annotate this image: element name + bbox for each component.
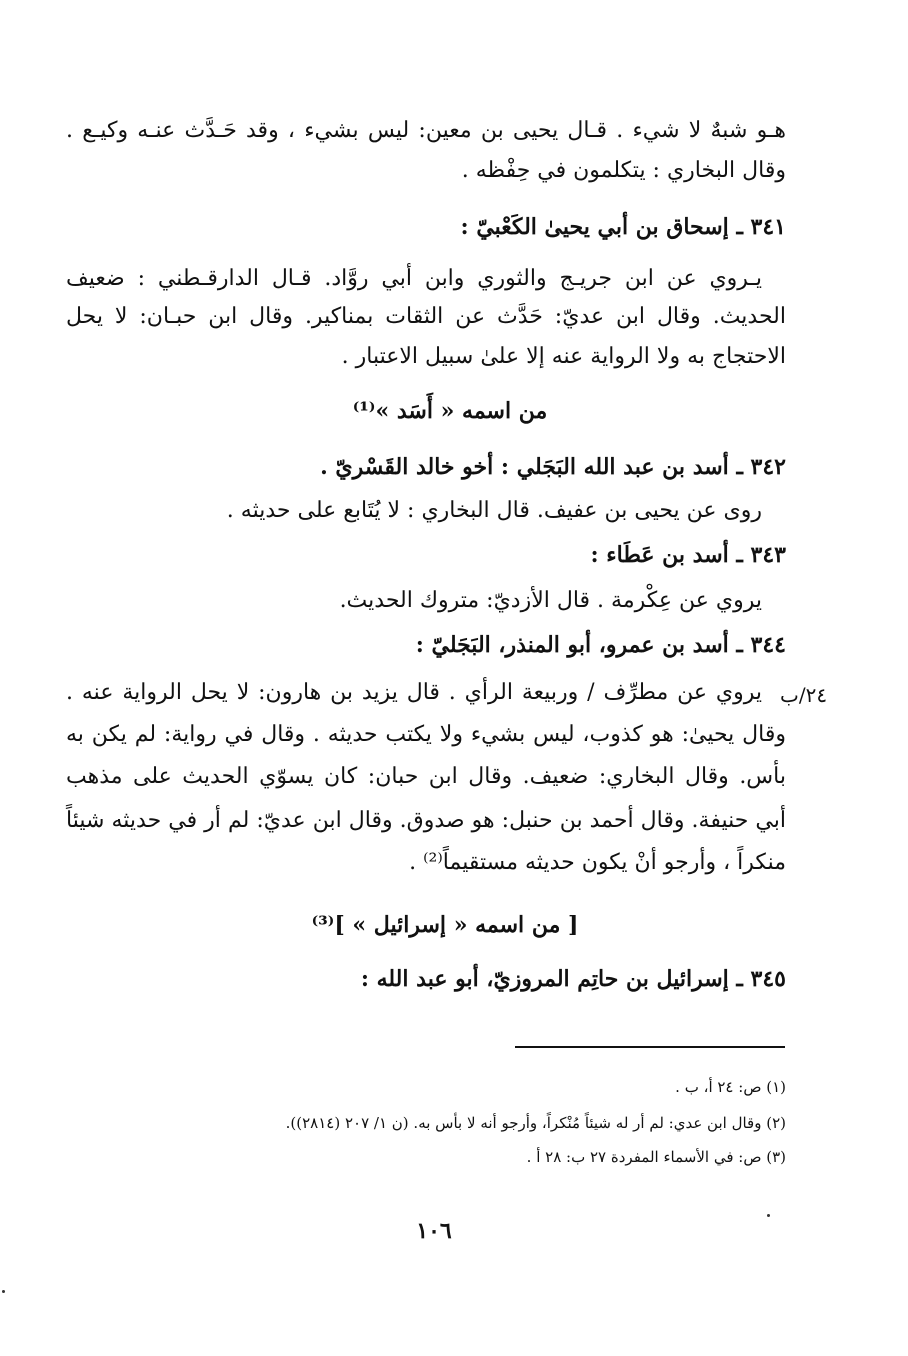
entry-heading: ٣٤٤ ـ أسد بن عمرو، أبو المنذر، البَجَليّ :	[415, 632, 786, 658]
section-heading: [ من اسمه « إسرائيل » ]⁽³⁾	[311, 912, 579, 938]
entry-heading: ٣٤٢ ـ أسد بن عبد الله البَجَلي : أخو خالد القَسْريّ .	[320, 454, 786, 480]
scan-speck	[2, 1290, 5, 1293]
footnote: (٢) وقال ابن عدي: لم أر له شيئاً مُنْكراً، وأرجو أنه لا بأس به. (ن ١/ ٢٠٧ (٢٨١٤)).	[285, 1114, 786, 1132]
text-line: يروي عن عِكْرمة . قال الأزديّ: متروك الحديث.	[339, 588, 762, 613]
footnote: (٣) ص: في الأسماء المفردة ٢٧ ب: ٢٨ أ .	[526, 1148, 786, 1166]
text-line: بأس. وقال البخاري: ضعيف. وقال ابن حبان: كان يسوّي الحديث على مذهب	[66, 764, 786, 789]
text-line: منكراً ، وأرجو أنْ يكون حديثه مستقيماً⁽²⁾ .	[409, 850, 786, 875]
entry-heading: ٣٤٥ ـ إسرائيل بن حاتِم المروزيّ، أبو عبد الله :	[360, 966, 786, 992]
scan-speck	[767, 1214, 770, 1217]
text-line: وقال يحيىٰ: هو كذوب، ليس بشيء ولا يكتب حديثه . وقال في رواية: لم يكن به	[66, 722, 786, 747]
text-line: الاحتجاج به ولا الرواية عنه إلا علىٰ سبيل الاعتبار .	[341, 344, 786, 369]
text-line: أبي حنيفة. وقال أحمد بن حنبل: هو صدوق. وقال ابن عديّ: لم أر في حديثه شيئاً	[66, 808, 786, 833]
text-line: يـروي عن ابن جريـج والثوري وابن أبي روَّاد. قـال الدارقـطني : ضعيف	[66, 266, 762, 291]
footnote: (١) ص: ٢٤ أ، ب .	[675, 1078, 786, 1096]
text-line: وقال البخاري : يتكلمون في حِفْظه .	[461, 158, 786, 183]
section-heading: من اسمه « أَسَد »⁽¹⁾	[352, 398, 548, 424]
text-line: هـو شبهٌ لا شيء . قـال يحيى بن معين: ليس بشيء ، وقد حَـدَّث عنـه وكيـع .	[66, 118, 786, 143]
text-line: يروي عن مطرِّف / وربيعة الرأي . قال يزيد بن هارون: لا يحل الرواية عنه .	[66, 680, 762, 705]
entry-heading: ٣٤٣ ـ أسد بن عَطَاء :	[590, 542, 786, 568]
text-line: الحديث. وقال ابن عديّ: حَدَّث عن الثقات بمناكير. وقال ابن حبـان: لا يحل	[66, 304, 786, 329]
folio-marker: ٢٤/ب	[780, 683, 828, 707]
entry-heading: ٣٤١ ـ إسحاق بن أبي يحيىٰ الكَعْبيّ :	[460, 214, 786, 240]
text-line: روى عن يحيى بن عفيف. قال البخاري : لا يُتَابع على حديثه .	[226, 498, 762, 523]
footnote-divider	[515, 1046, 785, 1048]
page-number: ١٠٦	[416, 1218, 452, 1244]
